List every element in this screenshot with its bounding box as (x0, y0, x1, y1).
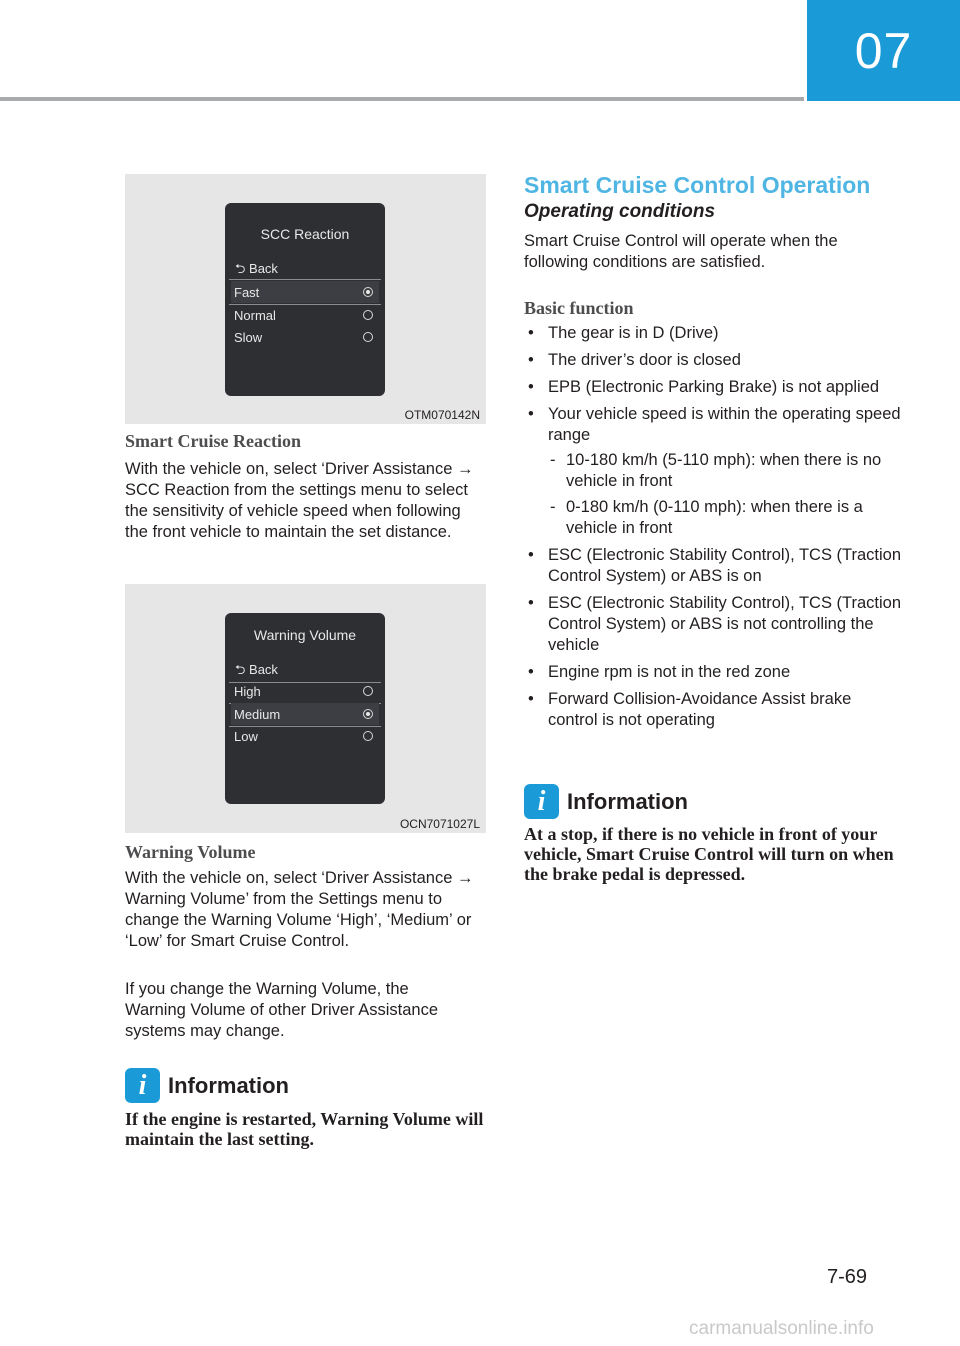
screen-title: SCC Reaction (260, 226, 350, 242)
figure-warning-volume (125, 584, 486, 833)
radio-empty-icon (363, 731, 373, 741)
option-row (231, 281, 379, 303)
paragraph: With the vehicle on, select ‘Driver Assistance → SCC Reaction from the settings menu to select the sensitivity of vehicle speed when following the front vehicle to maintain the set distance. (125, 460, 474, 541)
cluster-screen (225, 613, 385, 804)
radio-selected-icon (363, 287, 373, 297)
list-item: • ESC (Electronic Stability Control), TCS (Traction Control System) or ABS is on (524, 545, 904, 587)
option-label: Normal (234, 307, 276, 323)
figure-code: OCN7071027L (399, 817, 480, 831)
chapter-number: 07 (854, 22, 913, 79)
section-title: Smart Cruise Control Operation (524, 172, 871, 198)
section-subtitle: Operating conditions (524, 201, 716, 222)
option-row (231, 680, 379, 702)
option-row (231, 703, 379, 725)
header-rule (0, 97, 804, 101)
list-item: • Forward Collision-Avoidance Assist brake control is not operating (524, 689, 904, 731)
information-heading (125, 1068, 289, 1103)
info-icon: i (524, 784, 559, 819)
information-title: Information (567, 788, 688, 814)
cluster-screen (225, 203, 385, 396)
heading-smart-cruise-reaction: Smart Cruise Reaction (125, 431, 301, 451)
information-text: If the engine is restarted, Warning Volume will maintain the last setting. (125, 1109, 484, 1149)
chapter-tab (807, 0, 960, 101)
radio-empty-icon (363, 310, 373, 320)
option-label: Medium (234, 706, 281, 722)
radio-selected-icon (363, 709, 373, 719)
option-label: Fast (234, 284, 260, 300)
list-item: • Engine rpm is not in the red zone (524, 662, 904, 683)
back-item: ⮌ Back (235, 662, 278, 677)
conditions-list (524, 323, 904, 737)
list-item: • EPB (Electronic Parking Brake) is not applied (524, 377, 904, 398)
info-icon: i (125, 1068, 160, 1103)
information-heading (524, 784, 688, 819)
option-label: Low (234, 728, 258, 744)
back-item: ⮌ Back (235, 261, 278, 276)
heading-basic-function: Basic function (524, 298, 634, 318)
figure-scc-reaction (125, 174, 486, 424)
heading-warning-volume: Warning Volume (125, 842, 256, 862)
option-label: Slow (234, 329, 263, 345)
option-row (231, 304, 379, 326)
list-item: • The gear is in D (Drive) (524, 323, 904, 344)
watermark: carmanualsonline.info (689, 1318, 874, 1339)
divider (229, 279, 381, 280)
figure-code: OTM070142N (404, 408, 480, 422)
intro-paragraph: Smart Cruise Control will operate when the following conditions are satisfied. (524, 232, 838, 271)
information-text: At a stop, if there is no vehicle in front of your vehicle, Smart Cruise Control will turn on when the brake pedal is depressed. (524, 824, 894, 884)
sub-list-item: - 10-180 km/h (5-110 mph): when there is no vehicle in front (548, 450, 904, 492)
list-item (524, 404, 904, 539)
option-label: High (234, 683, 261, 699)
screen-title: Warning Volume (253, 627, 357, 643)
information-title: Information (168, 1072, 289, 1098)
list-item: • ESC (Electronic Stability Control), TCS (Traction Control System) or ABS is not controlling the vehicle (524, 593, 904, 656)
sub-list (548, 450, 904, 539)
page-number: 7-69 (827, 1266, 868, 1288)
radio-empty-icon (363, 332, 373, 342)
radio-empty-icon (363, 686, 373, 696)
sub-list-item: - 0-180 km/h (0-110 mph): when there is a vehicle in front (548, 497, 904, 539)
paragraph: If you change the Warning Volume, the Warning Volume of other Driver Assistance systems may change. (125, 980, 439, 1040)
option-row (231, 725, 379, 747)
paragraph: With the vehicle on, select ‘Driver Assistance → Warning Volume’ from the Settings menu to change the Warning Volume ‘High’, ‘Medium’ or ‘Low’ for Smart Cruise Control. (125, 869, 474, 950)
option-row (231, 326, 379, 348)
list-item-text: Your vehicle speed is within the operating speed range (548, 405, 901, 444)
list-item: • The driver’s door is closed (524, 350, 904, 371)
